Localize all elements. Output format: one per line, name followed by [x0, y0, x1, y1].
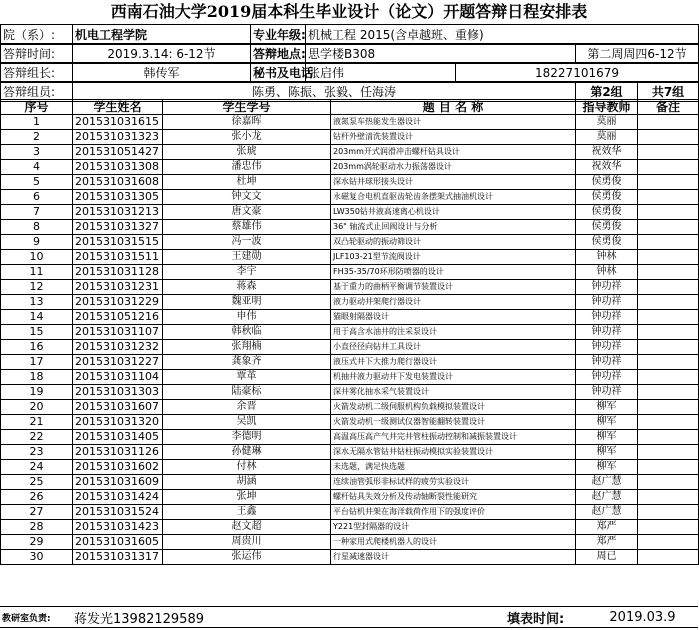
- row-no: 17: [1, 355, 73, 370]
- row-id: 201531031229: [73, 295, 163, 310]
- col-id: 学生学号: [163, 100, 331, 115]
- row-remark: [638, 145, 699, 160]
- row-topic: 203mm开式润滑冲击螺杆钻具设计: [331, 145, 576, 160]
- row-teacher: 柳军: [576, 400, 638, 415]
- row-teacher: 柳军: [576, 445, 638, 460]
- header-time-table: [0, 43, 699, 64]
- row-id: 201531031227: [73, 355, 163, 370]
- row-teacher: 钟功祥: [576, 340, 638, 355]
- row-teacher: 莫丽: [576, 130, 638, 145]
- row-id: 201531031107: [73, 325, 163, 340]
- row-topic: 用于高含水油井的注采泵设计: [331, 325, 576, 340]
- secretary-phone: 18227101679: [456, 63, 699, 83]
- row-remark: [638, 475, 699, 490]
- row-topic: 行星减速器设计: [331, 550, 576, 565]
- footer-spacer: [347, 607, 505, 628]
- row-id: 201531031524: [73, 505, 163, 520]
- row-topic: 深水钻井球形接头设计: [331, 175, 576, 190]
- row-remark: [638, 280, 699, 295]
- date-value: 2019.03.9: [587, 607, 698, 628]
- row-teacher: 莫丽: [576, 115, 638, 130]
- row-name: 蒋森: [163, 280, 331, 295]
- row-no: 24: [1, 460, 73, 475]
- row-teacher: 钟功祥: [576, 370, 638, 385]
- row-name: 陆豪标: [163, 385, 331, 400]
- row-no: 7: [1, 205, 73, 220]
- week-slot: 第二周周四6-12节: [576, 44, 699, 64]
- row-name: 王建勋: [163, 250, 331, 265]
- row-id: 201531031515: [73, 235, 163, 250]
- table-row: [1, 490, 699, 505]
- row-topic: 火箭发动机一级测试仪器智能翻转装置设计: [331, 415, 576, 430]
- row-teacher: 侯勇俊: [576, 205, 638, 220]
- row-no: 26: [1, 490, 73, 505]
- row-teacher: 钟功祥: [576, 385, 638, 400]
- row-id: 201531031128: [73, 265, 163, 280]
- members-label: 答辩组员:: [1, 82, 73, 102]
- row-teacher: 柳军: [576, 430, 638, 445]
- row-topic: 连续油管弧形非标试样的疲劳实验设计: [331, 475, 576, 490]
- row-no: 13: [1, 295, 73, 310]
- office-value: 蒋发光13982129589: [72, 607, 347, 628]
- row-no: 3: [1, 145, 73, 160]
- row-remark: [638, 535, 699, 550]
- row-name: 龚象齐: [163, 355, 331, 370]
- row-id: 201531031607: [73, 400, 163, 415]
- row-no: 6: [1, 190, 73, 205]
- row-id: 201531031303: [73, 385, 163, 400]
- place-value: 思学楼B308: [306, 44, 576, 64]
- table-row: [1, 175, 699, 190]
- table-row: [1, 535, 699, 550]
- row-no: 1: [1, 115, 73, 130]
- col-teacher: 指导教师: [576, 100, 638, 115]
- row-teacher: 钟功祥: [576, 325, 638, 340]
- table-row: [1, 280, 699, 295]
- row-name: 蔡雄伟: [163, 220, 331, 235]
- row-teacher: 钟林: [576, 250, 638, 265]
- table-row: [1, 475, 699, 490]
- row-id: 201531051216: [73, 310, 163, 325]
- leader-value: 韩传军: [73, 63, 251, 83]
- row-teacher: 赵广慧: [576, 475, 638, 490]
- row-remark: [638, 130, 699, 145]
- row-topic: 高温高压高产气井完井管柱振动控制和减振装置设计: [331, 430, 576, 445]
- row-remark: [638, 400, 699, 415]
- table-body: [1, 115, 699, 565]
- row-id: 201531031320: [73, 415, 163, 430]
- row-no: 28: [1, 520, 73, 535]
- table-row: [1, 145, 699, 160]
- row-no: 18: [1, 370, 73, 385]
- row-topic: 203mm涡轮驱动水力振荡器设计: [331, 160, 576, 175]
- row-remark: [638, 370, 699, 385]
- row-remark: [638, 430, 699, 445]
- row-name: 张琥: [163, 145, 331, 160]
- major-label: 专业年级:: [251, 25, 306, 45]
- table-row: [1, 445, 699, 460]
- table-row: [1, 250, 699, 265]
- row-name: 王鑫: [163, 505, 331, 520]
- row-topic: 深井雾化抽水采气装置设计: [331, 385, 576, 400]
- group-count: 共7组: [638, 82, 699, 102]
- row-remark: [638, 115, 699, 130]
- row-remark: [638, 505, 699, 520]
- row-id: 201531031609: [73, 475, 163, 490]
- row-remark: [638, 355, 699, 370]
- row-teacher: 侯勇俊: [576, 190, 638, 205]
- members-value: 陈勇、陈振、张毅、任海涛: [73, 82, 576, 102]
- row-remark: [638, 160, 699, 175]
- row-id: 201531031323: [73, 130, 163, 145]
- row-name: 钟文文: [163, 190, 331, 205]
- col-topic: 题 目 名 称: [331, 100, 576, 115]
- row-name: 张运伟: [163, 550, 331, 565]
- row-name: 杜坤: [163, 175, 331, 190]
- row-name: 潘忠伟: [163, 160, 331, 175]
- col-remark: 备注: [638, 100, 699, 115]
- row-teacher: 柳军: [576, 415, 638, 430]
- row-topic: 平台钻机井架在海洋载荷作用下的强度评价: [331, 505, 576, 520]
- row-id: 201531031126: [73, 445, 163, 460]
- row-topic: 火箭发动机二级伺服机构负载模拟装置设计: [331, 400, 576, 415]
- row-no: 10: [1, 250, 73, 265]
- row-topic: LW350钻井液高速离心机设计: [331, 205, 576, 220]
- row-id: 201531031327: [73, 220, 163, 235]
- row-teacher: 赵广慧: [576, 490, 638, 505]
- table-row: [1, 160, 699, 175]
- row-name: 张坤: [163, 490, 331, 505]
- header-row-leader: [1, 63, 699, 83]
- table-row: [1, 520, 699, 535]
- date-label: 填表时间:: [505, 607, 587, 628]
- row-id: 201531031231: [73, 280, 163, 295]
- table-row: [1, 325, 699, 340]
- table-row: [1, 310, 699, 325]
- table-row: [1, 295, 699, 310]
- office-label: 教研室负责:: [0, 607, 72, 628]
- table-row: [1, 505, 699, 520]
- row-id: 201531031213: [73, 205, 163, 220]
- row-no: 27: [1, 505, 73, 520]
- row-name: 韩秋临: [163, 325, 331, 340]
- table-row: [1, 220, 699, 235]
- row-topic: 钻杆外壁清洗装置设计: [331, 130, 576, 145]
- row-id: 201531031317: [73, 550, 163, 565]
- row-remark: [638, 460, 699, 475]
- row-name: 赵文超: [163, 520, 331, 535]
- row-name: 覃革: [163, 370, 331, 385]
- time-label: 答辩时间:: [1, 44, 73, 64]
- row-teacher: 钟林: [576, 265, 638, 280]
- row-topic: 机抽井液力驱动井下发电装置设计: [331, 370, 576, 385]
- row-id: 201531051427: [73, 145, 163, 160]
- row-topic: JLF103-21型节流阀设计: [331, 250, 576, 265]
- row-topic: 液力驱动井架爬行器设计: [331, 295, 576, 310]
- row-teacher: 钟功祥: [576, 355, 638, 370]
- row-topic: 基于重力的曲柄平衡调节装置设计: [331, 280, 576, 295]
- row-id: 201531031308: [73, 160, 163, 175]
- row-topic: 螺杆钻具失效分析及传动轴断裂性能研究: [331, 490, 576, 505]
- header-row-time: [1, 44, 699, 64]
- row-teacher: 钟功祥: [576, 310, 638, 325]
- header-row-college: [1, 25, 699, 45]
- row-topic: 液氮泵车热能发生器设计: [331, 115, 576, 130]
- row-no: 11: [1, 265, 73, 280]
- row-teacher: 侯勇俊: [576, 235, 638, 250]
- row-no: 16: [1, 340, 73, 355]
- header-leader-table: [0, 62, 699, 83]
- table-row: [1, 235, 699, 250]
- row-no: 12: [1, 280, 73, 295]
- row-teacher: 赵广慧: [576, 505, 638, 520]
- secretary-value: 张启伟: [306, 63, 456, 83]
- row-topic: 一种家用式爬楼机器人的设计: [331, 535, 576, 550]
- row-teacher: 祝效华: [576, 145, 638, 160]
- row-remark: [638, 445, 699, 460]
- table-row: [1, 415, 699, 430]
- row-name: 付林: [163, 460, 331, 475]
- row-no: 15: [1, 325, 73, 340]
- row-id: 201531031605: [73, 535, 163, 550]
- row-remark: [638, 310, 699, 325]
- table-row: [1, 400, 699, 415]
- row-name: 徐嘉晖: [163, 115, 331, 130]
- row-id: 201531031615: [73, 115, 163, 130]
- table-row: [1, 190, 699, 205]
- row-remark: [638, 550, 699, 565]
- row-no: 25: [1, 475, 73, 490]
- table-row: [1, 205, 699, 220]
- row-remark: [638, 205, 699, 220]
- row-id: 201531031232: [73, 340, 163, 355]
- row-teacher: 郑严: [576, 535, 638, 550]
- row-teacher: 钟功祥: [576, 295, 638, 310]
- table-row: [1, 115, 699, 130]
- col-no: 序号: [1, 100, 73, 115]
- row-no: 8: [1, 220, 73, 235]
- row-no: 30: [1, 550, 73, 565]
- row-no: 23: [1, 445, 73, 460]
- row-no: 19: [1, 385, 73, 400]
- row-name: 胡涵: [163, 475, 331, 490]
- row-id: 201531031104: [73, 370, 163, 385]
- row-no: 5: [1, 175, 73, 190]
- row-name: 唐文豪: [163, 205, 331, 220]
- row-teacher: 侯勇俊: [576, 220, 638, 235]
- row-topic: 36" 轴流式止回阀设计与分析: [331, 220, 576, 235]
- row-topic: 小直径径向钻井工具设计: [331, 340, 576, 355]
- time-value: 2019.3.14: 6-12节: [73, 44, 251, 64]
- row-id: 201531031602: [73, 460, 163, 475]
- college-value: 机电工程学院: [73, 25, 251, 45]
- row-remark: [638, 325, 699, 340]
- row-teacher: 侯勇俊: [576, 175, 638, 190]
- row-no: 21: [1, 415, 73, 430]
- row-no: 14: [1, 310, 73, 325]
- table-row: [1, 550, 699, 565]
- sheet-title: 西南石油大学2019届本科生毕业设计（论文）开题答辩日程安排表: [110, 2, 588, 21]
- row-name: 张小龙: [163, 130, 331, 145]
- row-name: 周贵川: [163, 535, 331, 550]
- table-row: [1, 130, 699, 145]
- table-row: [1, 430, 699, 445]
- row-no: 22: [1, 430, 73, 445]
- row-remark: [638, 190, 699, 205]
- row-teacher: 柳军: [576, 460, 638, 475]
- row-remark: [638, 415, 699, 430]
- row-teacher: 周已: [576, 550, 638, 565]
- table-header-row: [1, 100, 699, 115]
- row-no: 29: [1, 535, 73, 550]
- secretary-label: 秘书及电话: [251, 63, 306, 83]
- row-topic: 永磁复合电机直驱齿轮齿条摆架式抽油机设计: [331, 190, 576, 205]
- footer-table: [0, 606, 698, 628]
- row-id: 201531031608: [73, 175, 163, 190]
- row-teacher: 祝效华: [576, 160, 638, 175]
- group-number: 第2组: [576, 82, 638, 102]
- row-name: 孙健琳: [163, 445, 331, 460]
- col-name: 学生姓名: [73, 100, 163, 115]
- row-remark: [638, 520, 699, 535]
- table-row: [1, 355, 699, 370]
- row-topic: 双凸轮驱动的振动筛设计: [331, 235, 576, 250]
- table-row: [1, 370, 699, 385]
- table-row: [1, 460, 699, 475]
- row-no: 2: [1, 130, 73, 145]
- row-name: 申伟: [163, 310, 331, 325]
- table-row: [1, 340, 699, 355]
- row-remark: [638, 175, 699, 190]
- row-topic: FH35-35/70环形防喷器的设计: [331, 265, 576, 280]
- row-no: 9: [1, 235, 73, 250]
- row-name: 余晋: [163, 400, 331, 415]
- row-name: 张翔楠: [163, 340, 331, 355]
- row-topic: 液压式井下大推力爬行器设计: [331, 355, 576, 370]
- row-id: 201531031423: [73, 520, 163, 535]
- footer-row: [0, 607, 698, 628]
- row-name: 吴凯: [163, 415, 331, 430]
- row-name: 冯一波: [163, 235, 331, 250]
- row-id: 201531031424: [73, 490, 163, 505]
- table-row: [1, 385, 699, 400]
- row-topic: 深水无隔水管钻井钻柱振动模拟实验装置设计: [331, 445, 576, 460]
- college-label: 院（系）:: [1, 25, 73, 45]
- row-id: 201531031305: [73, 190, 163, 205]
- place-label: 答辩地点:: [251, 44, 306, 64]
- row-name: 魏亚明: [163, 295, 331, 310]
- row-remark: [638, 220, 699, 235]
- row-topic: 未选题，满足快选题: [331, 460, 576, 475]
- major-value: 机械工程 2015(含卓越班、重修): [306, 25, 699, 45]
- row-teacher: 郑严: [576, 520, 638, 535]
- row-name: 李宇: [163, 265, 331, 280]
- table-row: [1, 265, 699, 280]
- row-remark: [638, 295, 699, 310]
- row-no: 20: [1, 400, 73, 415]
- row-teacher: 钟功祥: [576, 280, 638, 295]
- row-remark: [638, 490, 699, 505]
- leader-label: 答辩组长:: [1, 63, 73, 83]
- header-info-table: [0, 24, 699, 45]
- student-table: [0, 99, 699, 565]
- row-remark: [638, 385, 699, 400]
- row-topic: 猫眼射隔器设计: [331, 310, 576, 325]
- row-id: 201531031511: [73, 250, 163, 265]
- row-topic: Y221型封隔器的设计: [331, 520, 576, 535]
- row-remark: [638, 265, 699, 280]
- row-name: 李德明: [163, 430, 331, 445]
- row-id: 201531031405: [73, 430, 163, 445]
- row-no: 4: [1, 160, 73, 175]
- row-remark: [638, 340, 699, 355]
- row-remark: [638, 250, 699, 265]
- row-remark: [638, 235, 699, 250]
